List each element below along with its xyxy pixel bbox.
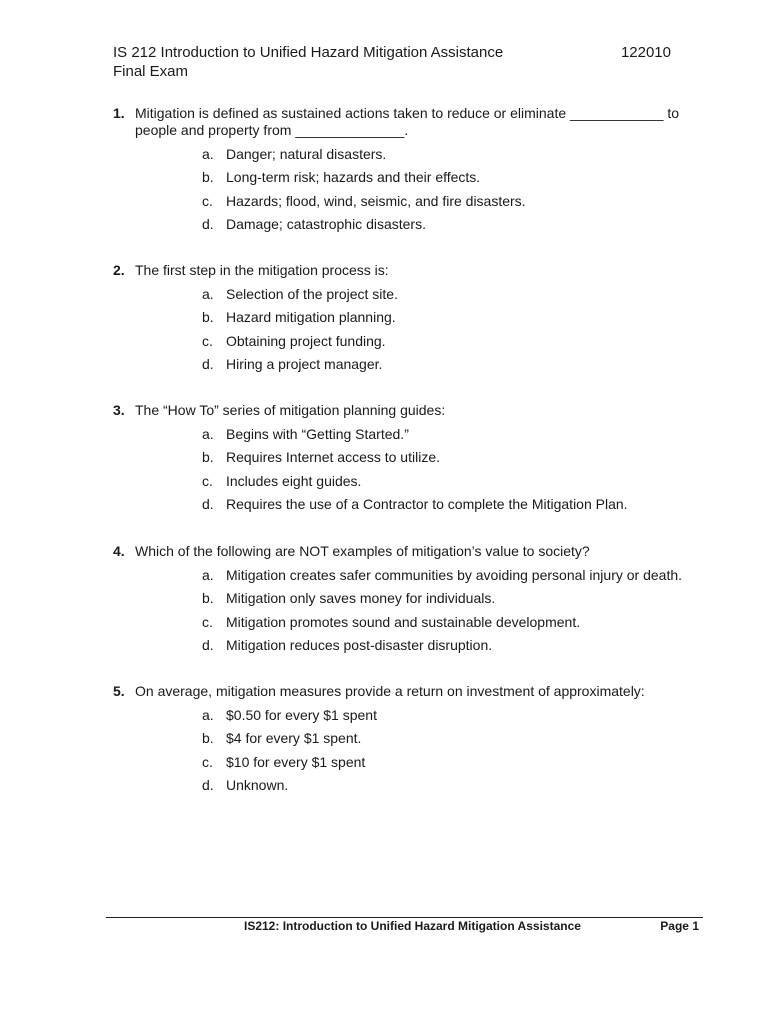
option-letter: b. bbox=[202, 590, 214, 607]
question-5 bbox=[113, 683, 693, 797]
exam-subtitle: Final Exam bbox=[113, 63, 189, 80]
course-title: IS 212 Introduction to Unified Hazard Mitigation Assistance bbox=[113, 44, 504, 61]
option-text: $10 for every $1 spent bbox=[226, 753, 366, 770]
option-letter: a. bbox=[202, 707, 214, 723]
option-text: Selection of the project site. bbox=[226, 286, 398, 302]
option-text: Hazard mitigation planning. bbox=[226, 309, 396, 326]
question-stem bbox=[113, 262, 693, 279]
option-letter: b. bbox=[202, 730, 214, 747]
answer-option-c bbox=[113, 611, 693, 634]
question-text: On average, mitigation measures provide a return on investment of approximately: bbox=[135, 683, 645, 699]
option-text: $4 for every $1 spent. bbox=[226, 730, 362, 747]
option-text: Mitigation reduces post-disaster disruption. bbox=[226, 636, 493, 653]
question-stem bbox=[113, 683, 693, 700]
question-number: 4. bbox=[113, 543, 125, 559]
option-text: Mitigation promotes sound and sustainable development. bbox=[226, 613, 581, 630]
answer-option-a bbox=[113, 143, 693, 166]
answer-option-a bbox=[113, 704, 693, 727]
exam-header bbox=[113, 43, 673, 81]
answer-option-c bbox=[113, 190, 693, 213]
option-text: Mitigation only saves money for individuals. bbox=[226, 590, 496, 607]
answer-options bbox=[113, 564, 693, 657]
question-text: The first step in the mitigation process is: bbox=[135, 262, 389, 278]
question-stem bbox=[113, 402, 693, 419]
answer-options bbox=[113, 423, 693, 516]
question-text: Which of the following are NOT examples of mitigation’s value to society? bbox=[135, 543, 590, 559]
answer-option-c bbox=[113, 751, 693, 774]
answer-option-d bbox=[113, 634, 693, 657]
answer-option-b bbox=[113, 446, 693, 469]
exam-code: 122010 bbox=[620, 44, 671, 61]
answer-options bbox=[113, 283, 693, 376]
answer-option-a bbox=[113, 423, 693, 446]
option-text: Hazards; flood, wind, seismic, and fire disasters. bbox=[226, 192, 526, 209]
option-letter: c. bbox=[202, 613, 213, 630]
option-text: Danger; natural disasters. bbox=[226, 146, 387, 162]
option-letter: b. bbox=[202, 309, 214, 326]
question-3 bbox=[113, 402, 693, 516]
answer-options bbox=[113, 704, 693, 797]
option-text: Includes eight guides. bbox=[226, 472, 362, 489]
question-text: Mitigation is defined as sustained actions taken to reduce or eliminate ____________ to people and property from ______________. bbox=[135, 105, 680, 138]
answer-option-b bbox=[113, 587, 693, 610]
option-letter: a. bbox=[202, 146, 214, 162]
question-text: The “How To” series of mitigation planning guides: bbox=[135, 402, 446, 418]
option-letter: a. bbox=[202, 567, 214, 583]
option-letter: d. bbox=[202, 215, 214, 232]
option-letter: c. bbox=[202, 332, 213, 349]
option-letter: d. bbox=[202, 355, 214, 372]
question-2 bbox=[113, 262, 693, 376]
answer-option-d bbox=[113, 353, 693, 376]
answer-option-a bbox=[113, 564, 693, 587]
footer-divider bbox=[106, 917, 703, 918]
answer-option-c bbox=[113, 330, 693, 353]
question-number: 2. bbox=[113, 262, 125, 278]
option-letter: d. bbox=[202, 636, 214, 653]
footer-title: IS212: Introduction to Unified Hazard Mitigation Assistance bbox=[244, 919, 581, 933]
page-footer bbox=[244, 919, 699, 934]
answer-option-d bbox=[113, 213, 693, 236]
option-letter: a. bbox=[202, 286, 214, 302]
answer-option-a bbox=[113, 283, 693, 306]
option-text: Damage; catastrophic disasters. bbox=[226, 215, 426, 232]
question-stem bbox=[113, 543, 693, 560]
option-text: Mitigation creates safer communities by avoiding personal injury or death. bbox=[226, 567, 683, 583]
header-title-row bbox=[113, 43, 673, 62]
option-text: Long-term risk; hazards and their effects. bbox=[226, 169, 481, 186]
option-letter: d. bbox=[202, 776, 214, 793]
answer-option-c bbox=[113, 470, 693, 493]
answer-option-d bbox=[113, 774, 693, 797]
option-text: Begins with “Getting Started.” bbox=[226, 426, 409, 442]
option-letter: c. bbox=[202, 192, 213, 209]
page-number: Page 1 bbox=[660, 919, 699, 933]
option-letter: c. bbox=[202, 753, 213, 770]
option-letter: b. bbox=[202, 169, 214, 186]
question-number: 1. bbox=[113, 105, 125, 121]
question-number: 5. bbox=[113, 683, 125, 699]
question-1 bbox=[113, 105, 693, 236]
question-number: 3. bbox=[113, 402, 125, 418]
question-4 bbox=[113, 543, 693, 657]
option-text: Requires Internet access to utilize. bbox=[226, 449, 440, 466]
option-text: Requires the use of a Contractor to complete the Mitigation Plan. bbox=[226, 495, 628, 512]
answer-option-b bbox=[113, 727, 693, 750]
option-letter: a. bbox=[202, 426, 214, 442]
answer-option-d bbox=[113, 493, 693, 516]
question-stem bbox=[113, 105, 693, 139]
option-text: $0.50 for every $1 spent bbox=[226, 707, 377, 723]
answer-option-b bbox=[113, 306, 693, 329]
option-letter: d. bbox=[202, 495, 214, 512]
option-text: Unknown. bbox=[226, 776, 289, 793]
option-text: Obtaining project funding. bbox=[226, 332, 386, 349]
option-letter: c. bbox=[202, 472, 213, 489]
answer-option-b bbox=[113, 166, 693, 189]
option-text: Hiring a project manager. bbox=[226, 355, 383, 372]
answer-options bbox=[113, 143, 693, 236]
option-letter: b. bbox=[202, 449, 214, 466]
